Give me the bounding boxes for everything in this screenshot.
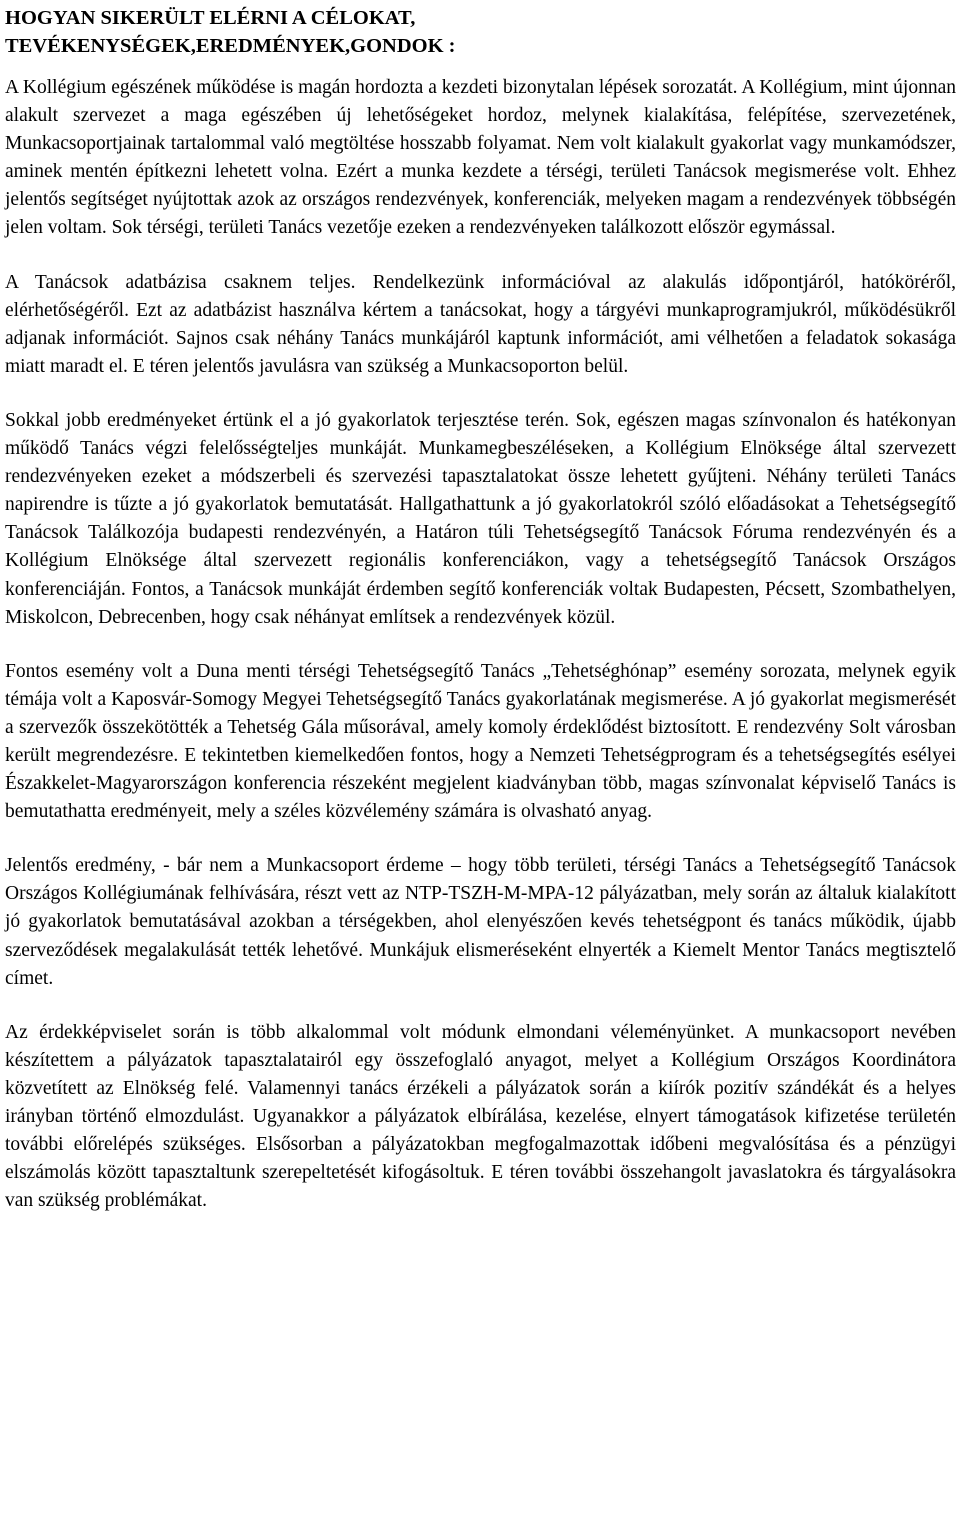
paragraph-4: Fontos esemény volt a Duna menti térségi Tehetségsegítő Tanács „Tehetséghónap” esemény sorozata, melynek egyik témája volt a Kaposvár-Somogy Megyei Tehetségsegítő Tanács gyakorlatának megismerése. A jó gyakorlat megismerését a szervezők összekötötték a Tehetség Gála műsorával, amely komoly érdeklődést biztosított. E rendezvény Solt városban került megrendezésre. E tekintetben kiemelkedően fontos, hogy a Nemzeti Tehetségprogram és a tehetségsegítés esélyei Északkelet-Magyarországon konferencia részeként megjelent kiadványban több, magas színvonalat képviselő Tanács is bemutathatta eredményeit, mely a széles közvélemény számára is olvasható anyag. — [5, 660, 956, 823]
heading-line-2: TEVÉKENYSÉGEK,EREDMÉNYEK,GONDOK : — [5, 35, 456, 57]
document-heading — [5, 4, 956, 60]
paragraph-1: A Kollégium egészének működése is magán hordozta a kezdeti bizonytalan lépések sorozatát. A Kollégium, mint újonnan alakult szervezet a maga egészében új lehetőségeket hordoz, melynek kialakítása, felépítése, szervezetének, Munkacsoportjainak tartalommal való megtöltése hosszabb folyamat. Nem volt kialakult gyakorlat vagy munkamódszer, aminek mentén építkezni lehetett volna. Ezért a munka kezdete a térségi, területi Tanácsok megismerése volt. Ehhez jelentős segítséget nyújtottak azok az országos rendezvények, konferenciák, melyeken magam a rendezvények többségén jelen voltam. Sok térségi, területi Tanács vezetője ezeken a rendezvényeken találkozott először egymással. — [5, 77, 956, 239]
paragraph-2: A Tanácsok adatbázisa csaknem teljes. Rendelkezünk információval az alakulás időpontjáról, hatóköréről, elérhetőségéről. Ezt az adatbázist használva kértem a tanácsokat, hogy a tárgyévi munkaprogramjukról, működésükről adjanak információt. Sajnos csak néhány Tanács munkájáról kaptunk információt, ami vélhetően a feladatok sokasága miatt maradt el. E téren jelentős javulásra van szükség a Munkacsoporton belül. — [5, 271, 956, 377]
paragraph-3: Sokkal jobb eredményeket értünk el a jó gyakorlatok terjesztése terén. Sok, egészen magas színvonalon és hatékonyan működő Tanács végzi felelősségteljes munkáját. Munkamegbeszéléseken, a Kollégium Elnöksége által szervezett rendezvényeken ezeket a módszerbeli és szervezési tapasztalatokat össze lehetett gyűjteni. Néhány területi Tanács napirendre is tűzte a jó gyakorlatok bemutatását. Hallgathattunk a jó gyakorlatokról szóló előadásokat a Tehetségsegítő Tanácsok Találkozója budapesti rendezvényén, a Határon túli Tehetségsegítő Tanácsok Fóruma rendezvényén és a Kollégium Elnöksége által szervezett regionális konferenciákon, vagy a tehetségsegítő Tanácsok Országos konferenciáján. Fontos, a Tanácsok munkáját érdemben segítő konferenciák voltak Budapesten, Pécsett, Szombathelyen, Miskolcon, Debrecenben, hogy csak néhányat említsek a rendezvények közül. — [5, 409, 956, 628]
paragraph-5: Jelentős eredmény, - bár nem a Munkacsoport érdeme – hogy több területi, térségi Tanács a Tehetségsegítő Tanácsok Országos Kollégiumának felhívására, részt vett az NTP-TSZH-M-MPA-12 pályázatban, mely során az általuk kialakított jó gyakorlatok bemutatásával azokban a térségekben, ahol elenyészően kevés tehetségpont és tanács működik, újabb szerveződések megalakulását tették lehetővé. Munkájuk elismeréseként elnyerték a Kiemelt Mentor Tanács megtisztelő címet. — [5, 855, 956, 989]
paragraph-6: Az érdekképviselet során is több alkalommal volt módunk elmondani véleményünket. A munkacsoport nevében készítettem a pályázatok tapasztalatairól egy összefoglaló anyagot, melyet a Kollégium Országos Koordinátora közvetített az Elnökség felé. Valamennyi tanács érzékeli a pályázatok során a kiírók pozitív szándékát és a helyes irányban történő elmozdulást. Ugyanakkor a pályázatok elbírálása, kezelése, elnyert támogatások kifizetése területén további előrelépés szükséges. Elsősorban a pályázatokban megfogalmazottak időbeni megvalósítása és a pénzügyi elszámolás között tapasztaltunk szerepeltetését kifogásoltuk. E téren további összehangolt javaslatokra és tárgyalásokra van szükség problémákat. — [5, 1021, 956, 1212]
heading-line-1: HOGYAN SIKERÜLT ELÉRNI A CÉLOKAT, — [5, 7, 416, 29]
